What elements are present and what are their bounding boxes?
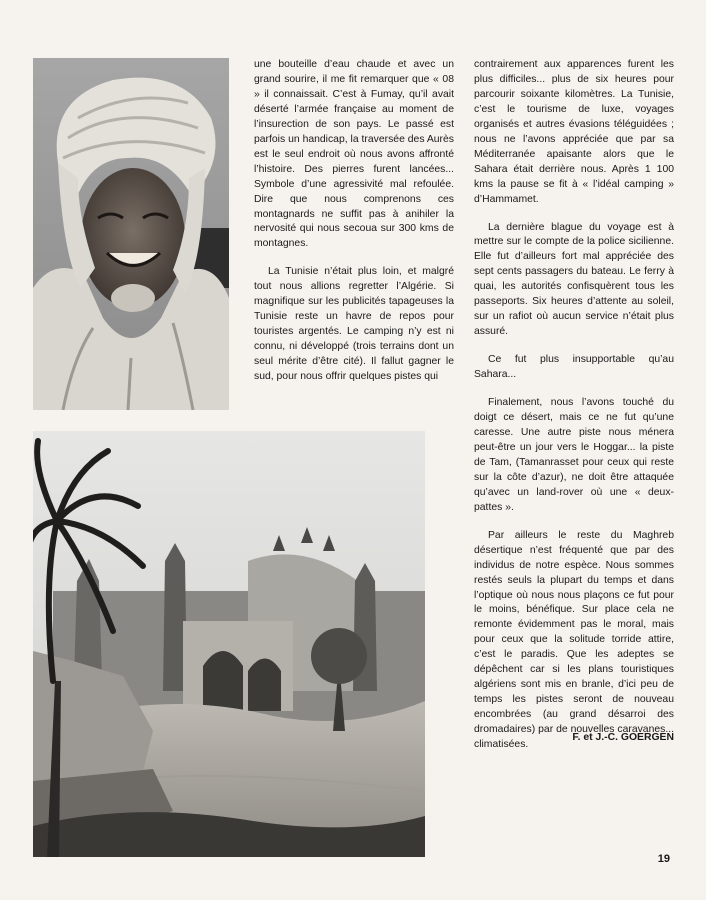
page-number: 19 <box>657 853 670 865</box>
paragraph: contrairement aux apparences furent les plus difficiles... plus de six heures pour parcourir soixante kilomètres. La Tunisie, c’est le tourisme de luxe, voyages organisés et autres évasions téléguidées ; nous ne l’avons appréciée que par sa Méditerranée apaisante alors que le Sahara était derrière nous. Après 1 100 kms la pause se fit à « l’idéal camping » d’Hammamet. <box>474 59 674 205</box>
paragraph: une bouteille d’eau chaude et avec un grand sourire, il me fit remarquer que « 08 » il connaissait. C’est à Fumay, qu’il avait déserté l’armée française au moment de l’insurection de son pays. Le passé est parfois un handicap, la traversée des Aurès est le seul endroit où nous avons affronté l’histoire. Des pierres furent lancées... Symbole d’une agressivité mal refoulée. Dire que nous comprenons ces montagnards ne suffit pas à anihiler la nervosité qui nous secoua sur 300 kms de montagnes. <box>254 59 454 250</box>
portrait-photo <box>33 58 229 410</box>
paragraph: Finalement, nous l’avons touché du doigt ce désert, mais ce ne fut qu’une caresse. Une autre piste nous ménera peut-être un jour vers le Hoggar... la piste de Tam, (Tamanrasset pour ceux qui reste sur la côte d’azur), ne doit être attaquée qu’avec un land-rover où une « deux-pattes ». <box>474 397 674 513</box>
article-column-middle <box>254 58 454 398</box>
mosque-photo <box>33 431 425 857</box>
paragraph: La dernière blague du voyage est à mettre sur le compte de la police sicilienne. Elle fut d’ailleurs fort mal appréciée des sept cents passagers du bateau. Le ferry à quai, les autorités confisquèrent tous les passeports. Six heures d’attente au soleil, sur un rafiot où aucun service n’était plus assuré. <box>474 221 674 338</box>
paragraph: Ce fut plus insupportable qu’au Sahara... <box>474 354 674 381</box>
article-column-right <box>474 58 674 766</box>
paragraph: Par ailleurs le reste du Maghreb désertique n’est fréquenté que par des individus de notre espèce. Nous sommes restés seuls la plupart du temps et dans l’optique où nous nous plaçons ce fut pour le moins, bénéfique. Sur place cela ne remonte évidemment pas le moral, mais pour ceux que la solitude torride attire, c’est le paradis. Que les adeptes se dépêchent car si les plans touristiques algériens sont mis en branle, d’ici peu de temps les pistes seront de nouveau encombrées (au grand désarroi des dromadaires) par de nouvelles caravanes... climatisées. <box>474 529 674 751</box>
paragraph: La Tunisie n’était plus loin, et malgré tout nous allions regretter l’Algérie. Si magnifique sur les publicités tapageuses la Tunisie reste un havre de repos pour touristes argentés. Le camping n’y est ni connu, ni développé (trois terrains dont un seul mérite d’être cité). Il fallut gagner le sud, pour nous offrir quelques pistes qui <box>254 266 454 383</box>
author-signature: F. et J.-C. GOERGEN <box>572 732 674 743</box>
